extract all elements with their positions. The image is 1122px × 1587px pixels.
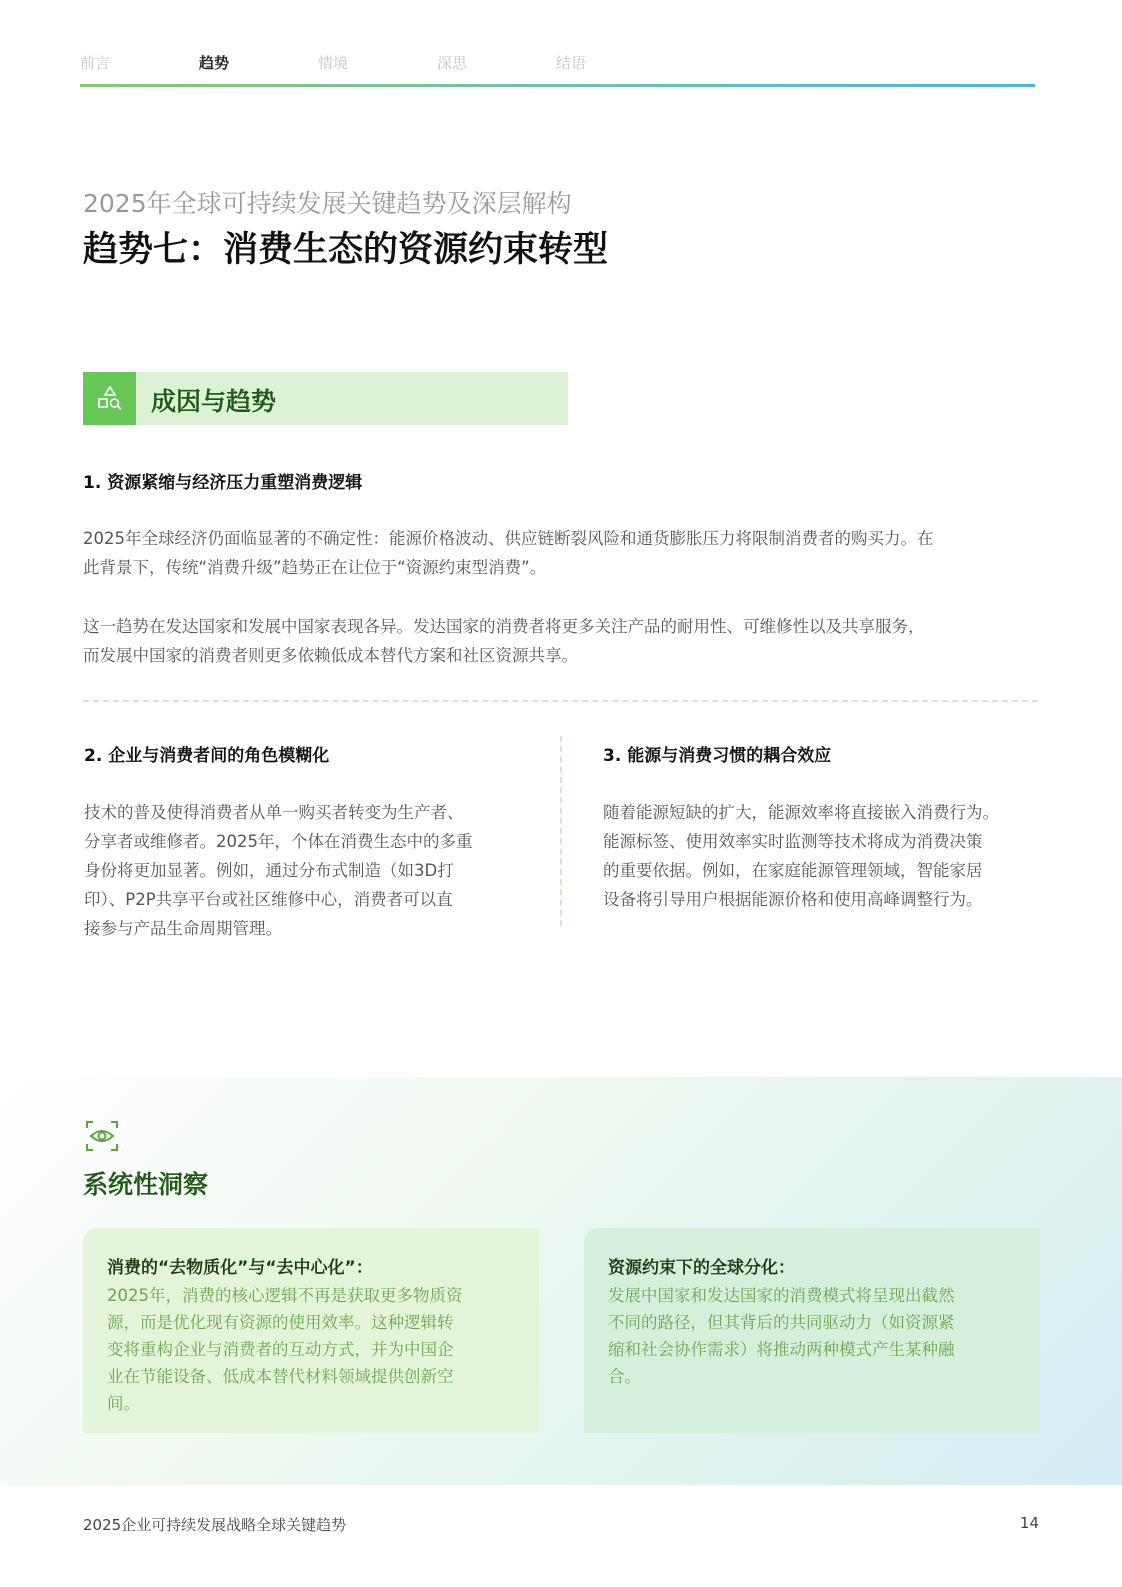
nav-item-trends[interactable]: 趋势: [199, 54, 230, 72]
footer-doc-title: 2025企业可持续发展战略全球关键趋势: [83, 1516, 347, 1534]
card-title: 消费的“去物质化”与“去中心化”：: [107, 1258, 373, 1278]
column-divider: [560, 736, 562, 926]
text-line: 这一趋势在发达国家和发展中国家表现各异。发达国家的消费者将更多关注产品的耐用性、可维修性以及共享服务，: [83, 617, 925, 636]
insight-card-global-divergence: [584, 1228, 1040, 1433]
card-body: [107, 1282, 515, 1417]
text-line: 随着能源短缺的扩大，能源效率将直接嵌入消费行为。: [603, 803, 999, 822]
text-line: 源，而是优化现有资源的使用效率。这种逻辑转: [107, 1313, 454, 1332]
text-line: 接参与产品生命周期管理。: [84, 919, 282, 938]
point1-paragraph-1: [83, 524, 1043, 582]
nav-item-scenarios[interactable]: 情境: [318, 54, 349, 72]
text-line: 间。: [107, 1394, 140, 1413]
text-line: 技术的普及使得消费者从单一购买者转变为生产者、: [84, 803, 464, 822]
text-line: 印）、P2P共享平台或社区维修中心，消费者可以直: [84, 890, 453, 909]
text-line: 不同的路径，但其背后的共同驱动力（如资源紧: [608, 1313, 955, 1332]
top-nav: [80, 50, 1035, 90]
point3-heading: 3. 能源与消费习惯的耦合效应: [603, 746, 832, 766]
dashed-divider: [83, 700, 1038, 702]
eye-scan-icon: [84, 1118, 120, 1154]
text-line: 身份将更加显著。例如，通过分布式制造（如3D打: [84, 861, 454, 880]
insight-card-dematerialization: [83, 1228, 539, 1433]
text-line: 缩和社会协作需求）将推动两种模式产生某种融: [608, 1340, 955, 1359]
text-line: 能源标签、使用效率实时监测等技术将成为消费决策: [603, 832, 983, 851]
nav-item-reflection[interactable]: 深思: [437, 54, 468, 72]
text-line: 分享者或维修者。2025年，个体在消费生态中的多重: [84, 832, 473, 851]
text-line: 的重要依据。例如，在家庭能源管理领域，智能家居: [603, 861, 983, 880]
text-line: 发展中国家和发达国家的消费模式将呈现出截然: [608, 1286, 955, 1305]
text-line: 此背景下，传统“消费升级”趋势正在让位于“资源约束型消费”。: [83, 558, 547, 577]
insight-title: 系统性洞察: [83, 1170, 209, 1199]
text-line: 设备将引导用户根据能源价格和使用高峰调整行为。: [603, 890, 983, 909]
text-line: 变将重构企业与消费者的互动方式，并为中国企: [107, 1340, 454, 1359]
card-title: 资源约束下的全球分化：: [608, 1258, 795, 1278]
section-banner: [83, 372, 568, 425]
nav-item-preface[interactable]: 前言: [80, 54, 111, 72]
page-title: 趋势七：消费生态的资源约束转型: [83, 230, 609, 270]
text-line: 业在节能设备、低成本替代材料领域提供创新空: [107, 1367, 454, 1386]
text-line: 合。: [608, 1367, 641, 1386]
shapes-search-icon: [83, 372, 136, 425]
nav-divider: [80, 84, 1035, 87]
point3-paragraph: [603, 798, 1048, 914]
point2-paragraph: [84, 798, 544, 943]
point2-heading: 2. 企业与消费者间的角色模糊化: [84, 746, 330, 766]
card-body: [608, 1282, 1016, 1390]
point1-heading: 1. 资源紧缩与经济压力重塑消费逻辑: [83, 473, 363, 493]
page-subtitle: 2025年全球可持续发展关键趋势及深层解构: [83, 189, 572, 218]
text-line: 而发展中国家的消费者则更多依赖低成本替代方案和社区资源共享。: [83, 646, 578, 665]
point1-paragraph-2: [83, 612, 1043, 670]
nav-item-conclusion[interactable]: 结语: [556, 54, 587, 72]
text-line: 2025年全球经济仍面临显著的不确定性：能源价格波动、供应链断裂风险和通货膨胀压力将限制消费者的购买力。在: [83, 529, 934, 548]
section-label: 成因与趋势: [151, 387, 277, 416]
text-line: 2025年，消费的核心逻辑不再是获取更多物质资: [107, 1286, 463, 1305]
page-number: 14: [1019, 1514, 1039, 1532]
